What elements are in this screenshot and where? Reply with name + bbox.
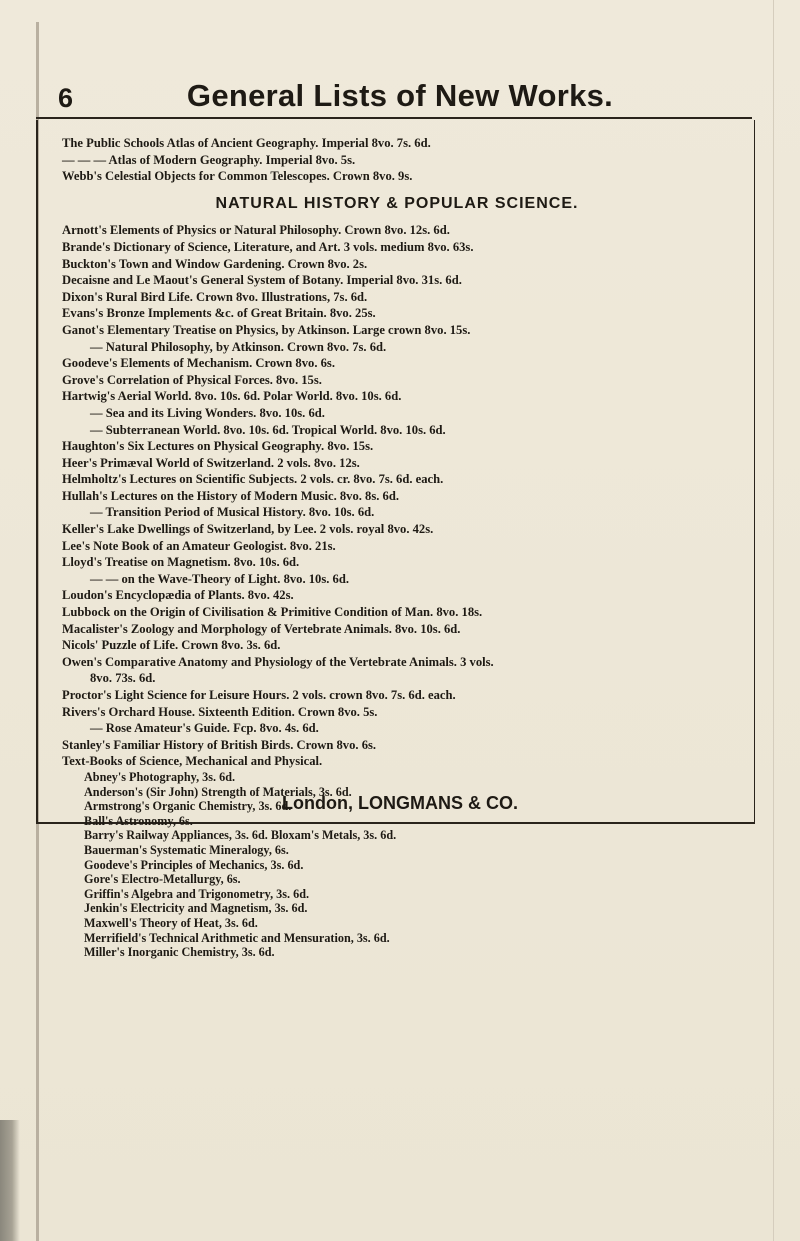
catalogue-entry: Lloyd's Treatise on Magnetism. 8vo. 10s. 6d. [62, 555, 300, 570]
catalogue-entry: Bauerman's Systematic Mineralogy, 6s. [84, 842, 289, 857]
catalogue-entry: Ganot's Elementary Treatise on Physics, by Atkinson. Large crown 8vo. 15s. [62, 322, 471, 337]
catalogue-entry: Loudon's Encyclopædia of Plants. 8vo. 42s. [62, 588, 294, 603]
catalogue-entry: Hartwig's Aerial World. 8vo. 10s. 6d. Polar World. 8vo. 10s. 6d. [62, 389, 402, 404]
catalogue-entry: Keller's Lake Dwellings of Switzerland, by Lee. 2 vols. royal 8vo. 42s. [62, 522, 434, 537]
top-entries [62, 135, 752, 185]
catalogue-entry: Gore's Electro-Metallurgy, 6s. [84, 872, 241, 887]
catalogue-entry: Proctor's Light Science for Leisure Hours. 2 vols. crown 8vo. 7s. 6d. each. [62, 688, 456, 702]
catalogue-entry: 8vo. 73s. 6d. [90, 671, 156, 686]
catalogue-entry: Owen's Comparative Anatomy and Physiology of the Vertebrate Animals. 3 vols. [62, 654, 494, 669]
catalogue-entry: Ball's Astronomy, 6s. [84, 813, 193, 828]
catalogue-entry: The Public Schools Atlas of Ancient Geography. Imperial 8vo. 7s. 6d. [62, 136, 431, 150]
catalogue-entry: Lee's Note Book of an Amateur Geologist. 8vo. 21s. [62, 538, 336, 553]
section-heading: NATURAL HISTORY & POPULAR SCIENCE. [215, 194, 579, 212]
catalogue-entry: Text-Books of Science, Mechanical and Physical. [62, 754, 323, 769]
catalogue-entry: Grove's Correlation of Physical Forces. 8vo. 15s. [62, 372, 322, 387]
catalogue-entry: Goodeve's Principles of Mechanics, 3s. 6d. [84, 857, 304, 872]
catalogue-entry: Brande's Dictionary of Science, Literature, and Art. 3 vols. medium 8vo. 63s. [62, 239, 474, 254]
catalogue-entry: Barry's Railway Appliances, 3s. 6d. Bloxam's Metals, 3s. 6d. [84, 828, 397, 843]
catalogue-content [62, 135, 752, 960]
catalogue-entry: Rivers's Orchard House. Sixteenth Edition. Crown 8vo. 5s. [62, 704, 378, 719]
catalogue-entry: Dixon's Rural Bird Life. Crown 8vo. Illustrations, 7s. 6d. [62, 289, 368, 304]
catalogue-entry: Goodeve's Elements of Mechanism. Crown 8vo. 6s. [62, 356, 335, 371]
catalogue-entry: Arnott's Elements of Physics or Natural Philosophy. Crown 8vo. 12s. 6d. [62, 223, 450, 238]
page-number: 6 [58, 83, 74, 113]
catalogue-entry: Stanley's Familiar History of British Birds. Crown 8vo. 6s. [62, 737, 377, 752]
catalogue-entry: Maxwell's Theory of Heat, 3s. 6d. [84, 915, 258, 930]
page-edge-line [773, 0, 774, 1241]
catalogue-entry: Webb's Celestial Objects for Common Telescopes. Crown 8vo. 9s. [62, 169, 413, 184]
page-title: General Lists of New Works. [186, 78, 614, 113]
catalogue-entry: — Natural Philosophy, by Atkinson. Crown 8vo. 7s. 6d. [90, 339, 387, 354]
catalogue-entry: Helmholtz's Lectures on Scientific Subjects. 2 vols. cr. 8vo. 7s. 6d. each. [62, 472, 444, 487]
catalogue-entry: Haughton's Six Lectures on Physical Geography. 8vo. 15s. [62, 439, 374, 454]
header-rule [36, 117, 752, 119]
catalogue-entry: — — — Atlas of Modern Geography. Imperial 8vo. 5s. [62, 152, 356, 167]
catalogue-entry: Griffin's Algebra and Trigonometry, 3s. 6d. [84, 886, 310, 901]
publisher-footer: London, LONGMANS & CO. [282, 793, 518, 813]
entry-list [62, 222, 752, 770]
catalogue-entry: — Rose Amateur's Guide. Fcp. 8vo. 4s. 6d. [90, 721, 319, 736]
catalogue-entry: — Transition Period of Musical History. 8vo. 10s. 6d. [90, 505, 375, 520]
catalogue-entry: Buckton's Town and Window Gardening. Crown 8vo. 2s. [62, 256, 368, 271]
catalogue-entry: Jenkin's Electricity and Magnetism, 3s. 6d. [84, 901, 308, 916]
catalogue-entry: Macalister's Zoology and Morphology of Vertebrate Animals. 8vo. 10s. 6d. [62, 621, 461, 636]
catalogue-entry: Hullah's Lectures on the History of Modern Music. 8vo. 8s. 6d. [62, 488, 399, 503]
catalogue-entry: Miller's Inorganic Chemistry, 3s. 6d. [84, 945, 275, 960]
catalogue-entry: — Subterranean World. 8vo. 10s. 6d. Tropical World. 8vo. 10s. 6d. [90, 422, 446, 437]
catalogue-entry: Anderson's (Sir John) Strength of Materials, 3s. 6d. [84, 784, 352, 799]
catalogue-entry: Heer's Primæval World of Switzerland. 2 vols. 8vo. 12s. [62, 455, 360, 470]
catalogue-entry: Nicols' Puzzle of Life. Crown 8vo. 3s. 6d. [62, 638, 281, 653]
catalogue-entry: Abney's Photography, 3s. 6d. [84, 769, 236, 784]
catalogue-entry: — Sea and its Living Wonders. 8vo. 10s. 6d. [90, 405, 325, 420]
catalogue-entry: Lubbock on the Origin of Civilisation & Primitive Condition of Man. 8vo. 18s. [62, 605, 483, 620]
catalogue-entry: Evans's Bronze Implements &c. of Great Britain. 8vo. 25s. [62, 306, 376, 321]
catalogue-entry: Armstrong's Organic Chemistry, 3s. 6d. [84, 799, 292, 814]
page-corner-stain [0, 1120, 20, 1241]
catalogue-entry: Merrifield's Technical Arithmetic and Mensuration, 3s. 6d. [84, 930, 390, 945]
catalogue-entry: Decaisne and Le Maout's General System of Botany. Imperial 8vo. 31s. 6d. [62, 273, 462, 288]
catalogue-entry: — — on the Wave-Theory of Light. 8vo. 10s. 6d. [90, 571, 350, 586]
